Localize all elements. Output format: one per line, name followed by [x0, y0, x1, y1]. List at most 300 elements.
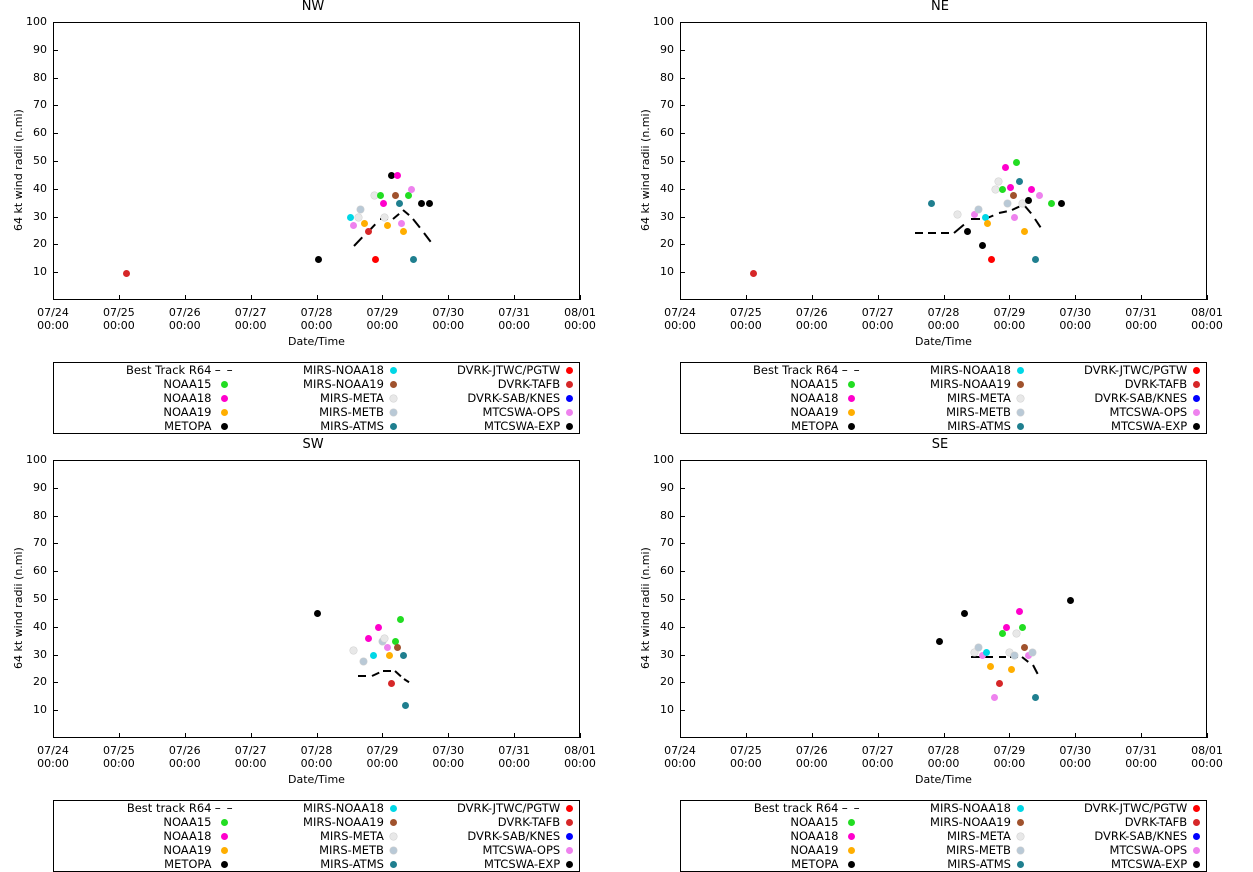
- legend-dot-marker: [839, 405, 864, 419]
- data-point: [402, 702, 409, 709]
- y-axis-label: 64 kt wind radii (n.mi): [639, 109, 652, 231]
- x-tick-label: 07/24 00:00: [664, 306, 696, 332]
- data-point: [928, 200, 935, 207]
- y-axis-label: 64 kt wind radii (n.mi): [639, 547, 652, 669]
- legend-dot-marker: [212, 815, 237, 829]
- legend-label: MTCSWA-EXP: [1111, 857, 1188, 871]
- y-tick-label: 30: [33, 209, 47, 223]
- legend-dot-marker: [560, 829, 579, 843]
- data-point: [1011, 214, 1018, 221]
- legend: [680, 362, 1207, 434]
- data-point: [979, 242, 986, 249]
- data-point: [1008, 666, 1015, 673]
- legend-dot-marker: [560, 419, 579, 433]
- data-point: [392, 192, 399, 199]
- x-tick-label: 07/30 00:00: [1059, 744, 1092, 770]
- x-tick-mark: [1207, 733, 1208, 738]
- legend-dot-marker: [560, 405, 579, 419]
- best-track-segment: [941, 232, 949, 234]
- x-tick-mark: [680, 295, 681, 300]
- legend-label: MIRS-ATMS: [320, 419, 384, 433]
- best-track-segment: [999, 656, 1006, 658]
- legend-dot-marker: [560, 815, 579, 829]
- y-tick-mark: [680, 272, 685, 273]
- legend-label: DVRK-SAB/KNES: [467, 391, 561, 405]
- legend-dot-marker: [212, 405, 237, 419]
- data-point: [123, 270, 130, 277]
- y-tick-label: 50: [33, 154, 47, 167]
- y-tick-label: 60: [660, 564, 674, 578]
- data-point: [365, 635, 372, 642]
- legend-label: MIRS-NOAA18: [303, 363, 384, 377]
- y-tick-mark: [53, 460, 58, 461]
- x-tick-label: 07/29 00:00: [993, 306, 1026, 332]
- y-tick-mark: [53, 22, 58, 23]
- x-tick-mark: [1141, 295, 1142, 300]
- legend-label: MIRS-ATMS: [947, 419, 1011, 433]
- legend-dot-marker: [212, 419, 237, 433]
- x-tick-mark: [185, 733, 186, 738]
- panel-title: NE: [931, 0, 949, 14]
- legend-label: MIRS-ATMS: [320, 857, 384, 871]
- x-tick-label: 07/30 00:00: [432, 306, 465, 332]
- y-tick-mark: [53, 217, 58, 218]
- y-tick-label: 70: [660, 536, 674, 550]
- best-track-segment: [404, 678, 410, 683]
- y-tick-label: 80: [33, 70, 47, 84]
- best-track-segment: [383, 670, 390, 672]
- legend-label: DVRK-SAB/KNES: [467, 829, 561, 843]
- y-tick-mark: [53, 682, 58, 683]
- data-point: [384, 222, 391, 229]
- x-tick-mark: [251, 295, 252, 300]
- legend-dot-marker: [560, 857, 579, 871]
- legend-dot-marker: [1187, 377, 1206, 391]
- data-point: [975, 644, 982, 651]
- data-point: [1016, 608, 1023, 615]
- data-point: [984, 220, 991, 227]
- legend-dot-marker: [1011, 815, 1030, 829]
- x-tick-mark: [119, 733, 120, 738]
- data-point: [1013, 159, 1020, 166]
- data-point: [1021, 644, 1028, 651]
- data-point: [1003, 624, 1010, 631]
- best-track-segment: [358, 675, 366, 677]
- y-tick-label: 40: [33, 181, 47, 195]
- legend-label: MTCSWA-OPS: [1109, 405, 1188, 419]
- data-point: [954, 211, 961, 218]
- legend-dot-marker: [1011, 405, 1030, 419]
- y-tick-mark: [53, 272, 58, 273]
- legend-label: DVRK-TAFB: [497, 377, 561, 391]
- best-track-segment: [353, 237, 363, 247]
- y-axis-label: 64 kt wind radii (n.mi): [12, 109, 25, 231]
- y-tick-label: 80: [33, 508, 47, 522]
- data-point: [987, 663, 994, 670]
- panel-title: NW: [301, 0, 325, 14]
- x-tick-mark: [878, 295, 879, 300]
- x-tick-label: 07/26 00:00: [168, 744, 201, 770]
- x-tick-mark: [514, 295, 515, 300]
- y-tick-label: 50: [660, 592, 674, 605]
- x-tick-label: 08/01 00:00: [564, 306, 596, 332]
- x-tick-label: 07/26 00:00: [795, 306, 828, 332]
- x-tick-mark: [812, 295, 813, 300]
- y-tick-label: 10: [660, 703, 674, 717]
- data-point: [418, 200, 425, 207]
- x-tick-mark: [448, 733, 449, 738]
- x-axis-label: Date/Time: [288, 335, 345, 348]
- data-point: [750, 270, 757, 277]
- x-tick-label: 07/26 00:00: [795, 744, 828, 770]
- data-point: [372, 256, 379, 263]
- y-tick-label: 20: [660, 675, 674, 689]
- data-point: [397, 616, 404, 623]
- legend-label: Best Track R64: [753, 363, 839, 377]
- data-point: [1016, 178, 1023, 185]
- legend-dot-marker: [839, 815, 864, 829]
- y-tick-mark: [680, 105, 685, 106]
- x-tick-mark: [317, 733, 318, 738]
- legend-dot-marker: [384, 391, 403, 405]
- legend-label: MIRS-NOAA18: [930, 363, 1011, 377]
- y-tick-label: 30: [33, 647, 47, 661]
- data-point: [350, 647, 357, 654]
- data-point: [1058, 200, 1065, 207]
- legend-dot-marker: [839, 391, 864, 405]
- legend-dot-marker: [1187, 801, 1206, 815]
- legend-label: MTCSWA-EXP: [484, 857, 561, 871]
- y-tick-mark: [53, 78, 58, 79]
- y-tick-label: 100: [653, 453, 674, 466]
- x-tick-mark: [1075, 733, 1076, 738]
- legend-dot-marker: [212, 829, 237, 843]
- data-point: [936, 638, 943, 645]
- x-tick-label: 08/01 00:00: [564, 744, 596, 770]
- legend-dash-marker: – –: [841, 363, 861, 377]
- data-point: [961, 610, 968, 617]
- legend-dot-marker: [1011, 801, 1030, 815]
- x-tick-label: 07/24 00:00: [37, 744, 69, 770]
- y-tick-label: 60: [33, 126, 47, 140]
- data-point: [1067, 597, 1074, 604]
- y-tick-mark: [680, 627, 685, 628]
- legend-dot-marker: [1011, 829, 1030, 843]
- legend-label: NOAA15: [163, 377, 212, 391]
- x-axis-label: Date/Time: [288, 773, 345, 786]
- data-point: [1010, 192, 1017, 199]
- panel-title: SE: [931, 437, 949, 452]
- y-tick-mark: [680, 78, 685, 79]
- y-tick-label: 10: [33, 703, 47, 717]
- best-track-segment: [423, 232, 431, 242]
- legend-dot-marker: [1011, 363, 1030, 377]
- x-tick-label: 07/29 00:00: [366, 744, 399, 770]
- data-point: [1048, 200, 1055, 207]
- data-point: [1036, 192, 1043, 199]
- y-tick-label: 30: [660, 209, 674, 223]
- data-point: [1028, 186, 1035, 193]
- y-tick-label: 90: [33, 42, 47, 56]
- legend-dot-marker: [839, 377, 864, 391]
- y-tick-mark: [680, 217, 685, 218]
- x-tick-mark: [119, 295, 120, 300]
- legend-label: MIRS-META: [319, 829, 384, 843]
- x-tick-mark: [1009, 733, 1010, 738]
- y-tick-mark: [53, 599, 58, 600]
- legend-dot-marker: [839, 829, 864, 843]
- legend-label: MIRS-METB: [319, 843, 384, 857]
- legend-dot-marker: [1011, 843, 1030, 857]
- data-point: [1021, 228, 1028, 235]
- legend-label: METOPA: [164, 419, 212, 433]
- y-tick-label: 60: [33, 564, 47, 578]
- plot-area: [680, 460, 1207, 738]
- legend-label: DVRK-JTWC/PGTW: [457, 363, 561, 377]
- legend-dot-marker: [384, 801, 403, 815]
- x-tick-mark: [514, 733, 515, 738]
- legend-dot-marker: [384, 405, 403, 419]
- data-point: [360, 658, 367, 665]
- x-tick-label: 07/31 00:00: [1125, 744, 1157, 770]
- legend-label: DVRK-JTWC/PGTW: [457, 801, 561, 815]
- data-point: [394, 172, 401, 179]
- x-tick-mark: [746, 733, 747, 738]
- data-point: [995, 178, 1002, 185]
- y-tick-mark: [53, 488, 58, 489]
- y-tick-label: 40: [660, 181, 674, 195]
- x-tick-label: 07/28 00:00: [927, 306, 960, 332]
- y-tick-label: 40: [33, 619, 47, 633]
- legend: [53, 362, 580, 434]
- best-track-segment: [1035, 218, 1042, 228]
- legend-dot-marker: [1187, 391, 1206, 405]
- legend-dash-marker: – –: [841, 801, 861, 815]
- y-tick-label: 30: [660, 647, 674, 661]
- legend-label: MTCSWA-EXP: [1111, 419, 1188, 433]
- legend-label: Best track R64: [753, 801, 839, 815]
- x-tick-mark: [746, 295, 747, 300]
- best-track-segment: [928, 232, 936, 234]
- data-point: [350, 222, 357, 229]
- legend-label: MIRS-META: [946, 391, 1011, 405]
- data-point: [315, 256, 322, 263]
- legend-label: DVRK-TAFB: [1124, 815, 1188, 829]
- plot-area: [680, 22, 1207, 300]
- legend-label: NOAA18: [163, 391, 212, 405]
- legend-label: MIRS-NOAA19: [303, 815, 384, 829]
- y-tick-label: 90: [660, 480, 674, 494]
- y-tick-label: 20: [660, 237, 674, 251]
- x-tick-mark: [53, 733, 54, 738]
- data-point: [1029, 649, 1036, 656]
- x-tick-mark: [1009, 295, 1010, 300]
- x-tick-label: 07/25 00:00: [730, 744, 762, 770]
- y-tick-mark: [680, 488, 685, 489]
- data-point: [355, 214, 362, 221]
- data-point: [386, 652, 393, 659]
- y-tick-mark: [53, 50, 58, 51]
- legend: [53, 800, 580, 872]
- legend-label: Best track R64: [126, 801, 212, 815]
- data-point: [380, 200, 387, 207]
- x-tick-label: 07/30 00:00: [432, 744, 465, 770]
- x-tick-label: 07/31 00:00: [498, 744, 530, 770]
- legend-dot-marker: [212, 391, 237, 405]
- x-tick-mark: [185, 295, 186, 300]
- x-tick-label: 07/26 00:00: [168, 306, 201, 332]
- legend-dot-marker: [560, 391, 579, 405]
- x-tick-label: 07/29 00:00: [366, 306, 399, 332]
- legend-dot-marker: [1187, 419, 1206, 433]
- x-tick-label: 07/25 00:00: [730, 306, 762, 332]
- legend-label: NOAA18: [790, 829, 839, 843]
- x-axis-label: Date/Time: [915, 773, 972, 786]
- legend-dot-marker: [1011, 857, 1030, 871]
- data-point: [1011, 652, 1018, 659]
- best-track-segment: [371, 672, 379, 677]
- legend-dot-marker: [384, 363, 403, 377]
- legend-dot-marker: [384, 815, 403, 829]
- y-tick-mark: [680, 189, 685, 190]
- x-tick-label: 07/28 00:00: [300, 744, 333, 770]
- y-tick-label: 40: [660, 619, 674, 633]
- legend-dot-marker: [1011, 391, 1030, 405]
- y-tick-label: 60: [660, 126, 674, 140]
- legend-dot-marker: [1187, 843, 1206, 857]
- data-point: [975, 206, 982, 213]
- legend-label: MIRS-METB: [946, 405, 1011, 419]
- data-point: [426, 200, 433, 207]
- y-tick-mark: [53, 189, 58, 190]
- legend-dot-marker: [384, 857, 403, 871]
- y-tick-label: 70: [33, 98, 47, 112]
- legend-label: MIRS-NOAA18: [930, 801, 1011, 815]
- y-tick-mark: [680, 710, 685, 711]
- panel-nw: [0, 0, 626, 435]
- legend-label: MIRS-NOAA19: [930, 377, 1011, 391]
- legend-dot-marker: [839, 857, 864, 871]
- y-tick-label: 100: [26, 15, 47, 28]
- data-point: [370, 652, 377, 659]
- y-tick-mark: [53, 710, 58, 711]
- panel-sw: [0, 438, 626, 870]
- y-tick-mark: [680, 133, 685, 134]
- plot-area: [53, 460, 580, 738]
- x-tick-mark: [53, 295, 54, 300]
- y-tick-mark: [680, 460, 685, 461]
- legend-label: MIRS-METB: [319, 405, 384, 419]
- x-tick-label: 07/24 00:00: [37, 306, 69, 332]
- x-tick-mark: [878, 733, 879, 738]
- data-point: [396, 200, 403, 207]
- legend-dot-marker: [1187, 405, 1206, 419]
- panel-title: SW: [302, 437, 324, 452]
- legend-label: DVRK-SAB/KNES: [1094, 829, 1188, 843]
- data-point: [1004, 200, 1011, 207]
- legend-label: MIRS-ATMS: [947, 857, 1011, 871]
- x-tick-label: 07/27 00:00: [234, 744, 267, 770]
- x-tick-mark: [812, 733, 813, 738]
- x-tick-mark: [580, 733, 581, 738]
- legend-label: DVRK-JTWC/PGTW: [1084, 801, 1188, 815]
- legend-label: MIRS-NOAA19: [303, 377, 384, 391]
- x-tick-mark: [448, 295, 449, 300]
- legend-dot-marker: [1011, 419, 1030, 433]
- y-axis-label: 64 kt wind radii (n.mi): [12, 547, 25, 669]
- data-point: [1002, 164, 1009, 171]
- data-point: [381, 635, 388, 642]
- y-tick-mark: [680, 22, 685, 23]
- y-tick-label: 50: [33, 592, 47, 605]
- legend-label: NOAA15: [790, 377, 839, 391]
- data-point: [1032, 256, 1039, 263]
- x-tick-label: 08/01 00:00: [1191, 306, 1223, 332]
- data-point: [314, 610, 321, 617]
- legend-label: METOPA: [791, 419, 839, 433]
- legend-label: MIRS-META: [319, 391, 384, 405]
- data-point: [388, 680, 395, 687]
- legend-label: MIRS-METB: [946, 843, 1011, 857]
- y-tick-mark: [53, 543, 58, 544]
- best-track-segment: [998, 210, 1007, 214]
- legend-dot-marker: [560, 801, 579, 815]
- data-point: [1013, 630, 1020, 637]
- y-tick-label: 20: [33, 237, 47, 251]
- y-tick-mark: [680, 161, 685, 162]
- legend-label: MTCSWA-OPS: [482, 843, 561, 857]
- best-track-segment: [412, 218, 420, 228]
- legend-label: MIRS-META: [946, 829, 1011, 843]
- y-tick-label: 90: [33, 480, 47, 494]
- y-tick-label: 80: [660, 508, 674, 522]
- y-tick-mark: [680, 543, 685, 544]
- y-tick-mark: [53, 133, 58, 134]
- legend-label: MIRS-NOAA18: [303, 801, 384, 815]
- best-track-segment: [402, 209, 409, 216]
- data-point: [398, 220, 405, 227]
- data-point: [347, 214, 354, 221]
- data-point: [365, 228, 372, 235]
- data-point: [394, 644, 401, 651]
- legend-dot-marker: [384, 843, 403, 857]
- x-tick-label: 07/27 00:00: [861, 744, 894, 770]
- y-tick-mark: [680, 682, 685, 683]
- x-tick-label: 07/31 00:00: [1125, 306, 1157, 332]
- data-point: [1007, 184, 1014, 191]
- y-tick-label: 10: [33, 265, 47, 279]
- y-tick-label: 70: [660, 98, 674, 112]
- y-tick-mark: [680, 50, 685, 51]
- y-tick-mark: [53, 655, 58, 656]
- data-point: [361, 220, 368, 227]
- legend-label: METOPA: [164, 857, 212, 871]
- data-point: [384, 644, 391, 651]
- x-tick-label: 07/25 00:00: [103, 306, 135, 332]
- y-tick-mark: [53, 571, 58, 572]
- data-point: [1019, 624, 1026, 631]
- legend-dot-marker: [212, 843, 237, 857]
- legend-label: NOAA18: [790, 391, 839, 405]
- x-tick-label: 07/31 00:00: [498, 306, 530, 332]
- y-tick-label: 80: [660, 70, 674, 84]
- best-track-segment: [1032, 664, 1038, 674]
- legend-dot-marker: [1187, 363, 1206, 377]
- legend-label: NOAA19: [163, 405, 212, 419]
- legend-dot-marker: [212, 857, 237, 871]
- y-tick-mark: [53, 105, 58, 106]
- x-tick-mark: [944, 295, 945, 300]
